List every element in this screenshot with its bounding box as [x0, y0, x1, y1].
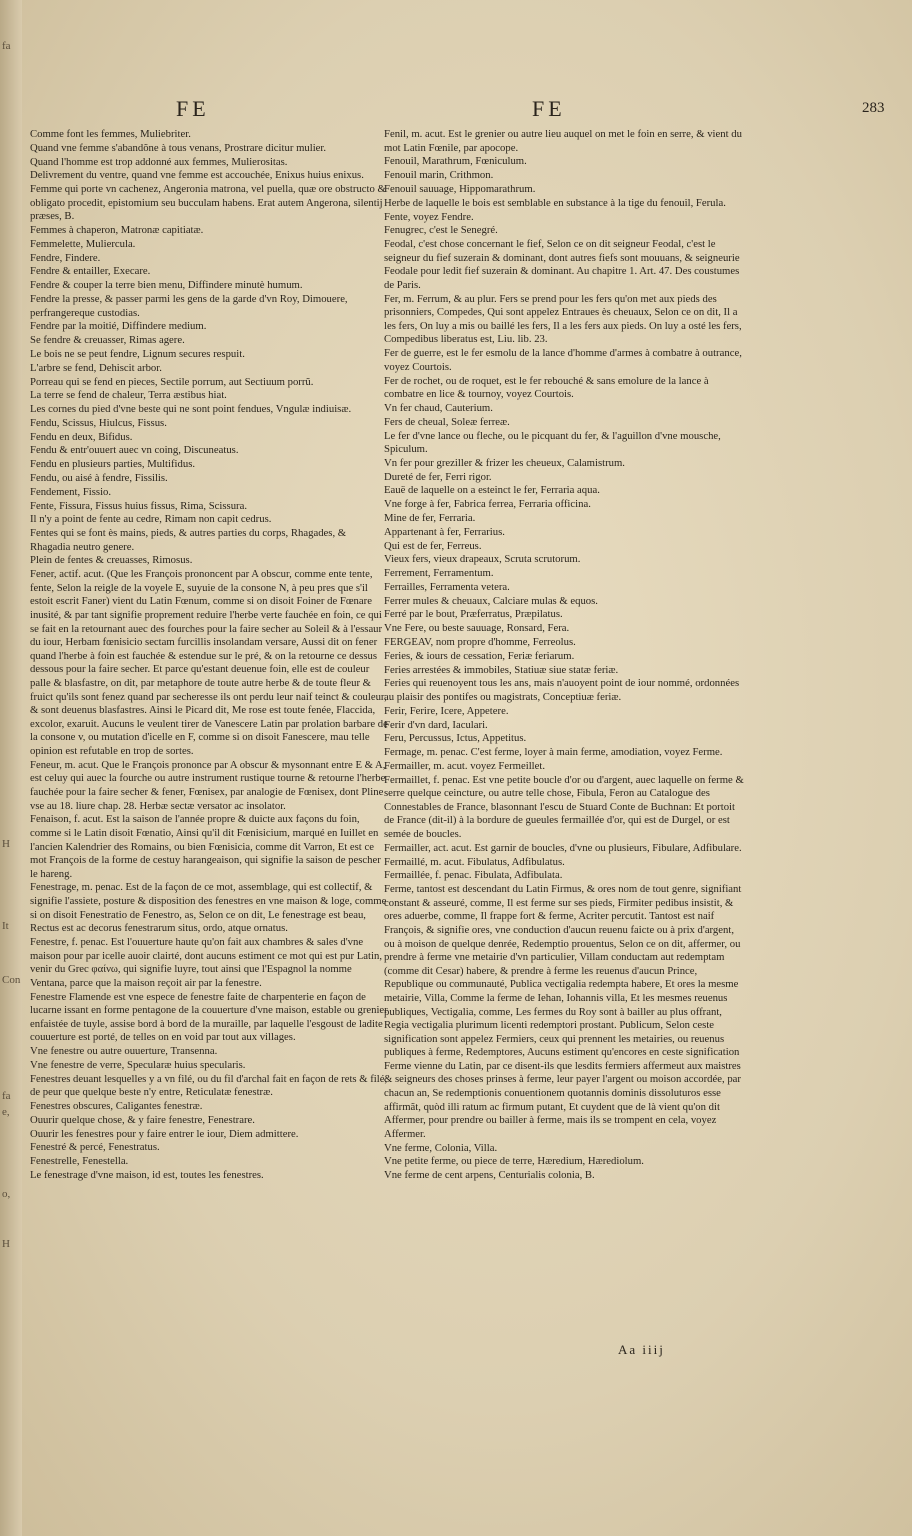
dictionary-entry: Fenestrelle, Fenestella. — [30, 1155, 129, 1168]
dictionary-entry: Fenouil marin, Crithmon. — [384, 169, 494, 182]
dictionary-entry: Vne forge à fer, Fabrica ferrea, Ferraria officina. — [384, 498, 591, 511]
dictionary-entry: Ferré par le bout, Præferratus, Præpilatus. — [384, 608, 563, 621]
page-number: 283 — [862, 100, 885, 116]
dictionary-entry: Fermaillé, m. acut. Fibulatus, Adfibulatus. — [384, 855, 565, 868]
dictionary-entry: Ferrailles, Ferramenta vetera. — [384, 580, 510, 593]
left-column — [30, 128, 388, 1183]
dictionary-entry: Fendu & entr'ouuert auec vn coing, Discuneatus. — [30, 444, 239, 457]
dictionary-entry: Fenestres deuant lesquelles y a vn filé, ou du fil d'archal fait en façon de rets & filé, de peur que quelque beste n'y entre, Reticulatæ fenestræ. — [30, 1072, 388, 1099]
dictionary-entry: Fenugrec, c'est le Senegré. — [384, 224, 498, 237]
dictionary-entry: Herbe de laquelle le bois est semblable en substance à la tige du fenouil, Ferula. — [384, 196, 726, 209]
dictionary-entry: Fermailler, m. acut. voyez Fermeillet. — [384, 759, 546, 772]
dictionary-entry: Fenestré & percé, Fenestratus. — [30, 1141, 160, 1154]
dictionary-entry: L'arbre se fend, Dehiscit arbor. — [30, 361, 162, 374]
dictionary-entry: Qui est de fer, Ferreus. — [384, 539, 482, 552]
dictionary-entry: Fermaillet, f. penac. Est vne petite boucle d'or ou d'argent, auec laquelle on ferme & serre quelque ceincture, ou autre telle chose, Fibula, Feron au Catalogue des Connestables de France, blasonnant l'escu de Stuard Conte de Buchnan: Et portoit de France (dit-il) à la bordure de gueules fermaillée d'or, qui est de Durgel, or est semée de boucles. — [384, 773, 744, 841]
dictionary-entry: Fenestre Flamende est vne espece de fenestre faite de charpenterie en façon de lucarne issant en forme pentagone de la couuerture d'vne maison, estable ou grenier enfaistée de tuyle, assise bord à bord de la muraille, par laquelle l'esgoust de ladite couuerture est porté, de telles on en void par tout aux villages. — [30, 990, 388, 1044]
dictionary-entry: Les cornes du pied d'vne beste qui ne sont point fendues, Vngulæ indiuisæ. — [30, 403, 352, 416]
dictionary-entry: Se fendre & creuasser, Rimas agere. — [30, 334, 185, 347]
dictionary-entry: Fentes qui se font ès mains, pieds, & autres parties du corps, Rhagades, & Rhagadia neutro genere. — [30, 527, 347, 553]
dictionary-entry: Fenestres obscures, Caligantes fenestræ. — [30, 1100, 203, 1113]
dictionary-entry: Appartenant à fer, Ferrarius. — [384, 525, 505, 538]
margin-fragment: It — [2, 920, 9, 932]
dictionary-entry: Fermaillée, f. penac. Fibulata, Adfibulata. — [384, 869, 563, 882]
dictionary-entry: Ferir d'vn dard, Iaculari. — [384, 718, 488, 731]
dictionary-entry: Fenil, m. acut. Est le grenier ou autre lieu auquel on met le foin en serre, & vient du mot Latin Fœnile, par apocope. — [384, 128, 742, 154]
dictionary-entry: Plein de fentes & creuasses, Rimosus. — [30, 554, 193, 567]
dictionary-entry: Fer de guerre, est le fer esmolu de la lance d'homme d'armes à combatre à outrance, voyez Courtois. — [384, 347, 742, 373]
dictionary-entry: Vieux fers, vieux drapeaux, Scruta scrutorum. — [384, 553, 581, 566]
dictionary-entry: Fener, actif. acut. (Que les François prononcent par A obscur, comme ente tente, fente, Selon la reigle de la voyele E, suyuie de la consone N, à peu pres que s'il estoit escrit Faner) vient du Latin Fœnum, comme si on disoit Foiner de Fœnare inusité, & par tant signifie proprement reduire l'herbe verte fauchée en foin, ce qui se fait en la retournant auec des fourches pour la faire secher au Soleil & à l'essaur du iour, Herbam fœnisicio sectam furcillis insolandam versare, Aussi dit on fener quand l'herbe à foin est fauchée & estendue sur le pré, & on la retourne ce dessus dessous pour la faire secher. Et parce qu'estant deuenue foin, elle est de couleur palle & blasfastre, on dit, par metaphore de toute autre herbe & de toute fleur & fruict qu'ils sont fenez quand par secheresse ils ont perdu leur naif teinct & couleur, & sont deuenus blasfastres. Ainsi le Picard dit, Me rose est toute fenée, Flaccida, excolor, exaruit. Aucuns le veulent tirer de Vanescere Latin par prolation barbare de la consone v, ou mutation d'icelle en F, comme si on disoit Fanescere, mau telle opinion est refutable en trop de sortes. — [30, 568, 388, 757]
dictionary-entry: Le bois ne se peut fendre, Lignum secures respuit. — [30, 347, 245, 360]
margin-fragment: fa — [2, 1090, 11, 1102]
dictionary-entry: Fenestrage, m. penac. Est de la façon de ce mot, assemblage, qui est collectif, & signifie l'assiete, posture & disposition des fenestres en vne maison & loge, comme si on disoit Fenestratio de Fenestro, as, Selon ce on dit, Le fenestrage est beau, Rectus est ac decorus fenestrarum situs, ordo, atque ornatus. — [30, 881, 387, 935]
dictionary-entry: Femme qui porte vn cachenez, Angeronia matrona, vel puella, quæ ore obstructo & obligato procedit, epistomium seu bucculam habens. Erat autem Angerona, silentij præses, B. — [30, 183, 386, 223]
dictionary-entry: Feries, & iours de cessation, Feriæ feriarum. — [384, 649, 575, 662]
dictionary-entry: Vne Fere, ou beste sauuage, Ronsard, Fera. — [384, 622, 570, 635]
dictionary-entry: Comme font les femmes, Muliebriter. — [30, 128, 191, 140]
dictionary-entry: Fenouil, Marathrum, Fœniculum. — [384, 155, 527, 168]
dictionary-entry: Fendu, ou aisé à fendre, Fissilis. — [30, 471, 168, 484]
running-head-left: FE — [176, 96, 210, 121]
margin-fragment: o, — [2, 1188, 11, 1200]
dictionary-entry: Femmes à chaperon, Matronæ capitiatæ. — [30, 224, 204, 237]
dictionary-entry: Fendre la presse, & passer parmi les gens de la garde d'vn Roy, Dimouere, perfrangereque custodias. — [30, 293, 348, 319]
dictionary-entry: Fendement, Fissio. — [30, 485, 112, 498]
dictionary-entry: Dureté de fer, Ferri rigor. — [384, 470, 492, 483]
dictionary-entry: Ferrement, Ferramentum. — [384, 567, 494, 580]
dictionary-entry: Fente, voyez Fendre. — [384, 210, 474, 223]
dictionary-entry: Vne ferme, Colonia, Villa. — [384, 1141, 498, 1154]
dictionary-entry: Ferrer mules & cheuaux, Calciare mulas & equos. — [384, 594, 598, 607]
dictionary-entry: Feodal, c'est chose concernant le fief, Selon ce on dit seigneur Feodal, c'est le seigneur du fief suzerain & dominant, dont autres fiefs sont mouuans, & seigneurie Feodale pour ledit fief suzerain & dominant. Au chapitre 1. Art. 47. Des coustumes de Paris. — [384, 238, 740, 291]
dictionary-entry: Ferme, tantost est descendant du Latin Firmus, & ores nom de tout genre, signifiant constant & asseuré, comme, Il est ferme sur ses pieds, Firmiter pedibus insistit, & ores aduerbe, comme, Il frappe fort & ferme, Acriter percutit. Tantost est naif François, & signifie ores, vne conduction d'aucun reuenu faicte ou à prix d'argent, ou à moison de quelque denrée, Redemptio prouentus, Selon ce on dit, affermer, ou prendre à ferme vne metairie d'vn particulier, Villam conductam aut redemptam (comme dit Cesar) habere, & prendre à ferme les reuenus d'aucun Prince, Republique ou communauté, Publica vectigalia redempta habere, Et ores la mesme metairie, Villa, Comme la ferme de Iehan, Iohannis villa, Et les mesmes reuenus publiques, Vectigalia, comme, Les fermes du Roy sont à bailler au plus offrant, Regia vectigalia plurimum licenti redemptori prostant. Publicum, Selon ceste signification sont appelez Fermiers, ceux qui prennent les metairies, ou reuenus publiques à ferme, Redemptores, Aucuns estiment qu'encores en ceste signification Ferme vienne du Latin, par ce disent-ils que lesdits fermiers affermeut aux maistres & seigneurs des choses prinses à ferme, leur payer l'argent ou moison accordée, par chacun an, Se redemptionis conuentionem quotannis dominis dissoluturos esse affirmãt, quòd illi ratum ac firmum putant, Et cuydent que de là vient qu'on dit Affermer, pour prendre ou bailler à ferme, mais ils se trompent en cela, voyez Affermer. — [384, 883, 742, 1140]
dictionary-entry: Le fenestrage d'vne maison, id est, toutes les fenestres. — [30, 1169, 264, 1181]
margin-fragment: fa — [2, 40, 11, 52]
dictionary-entry: Il n'y a point de fente au cedre, Rimam non capit cedrus. — [30, 513, 272, 526]
dictionary-entry: Fermailler, act. acut. Est garnir de boucles, d'vne ou plusieurs, Fibulare, Adfibulare. — [384, 841, 742, 854]
running-head-right: FE — [532, 96, 566, 121]
margin-fragment: H — [2, 838, 10, 850]
dictionary-entry: Fendu en deux, Bifidus. — [30, 430, 133, 443]
dictionary-entry: Quand vne femme s'abandõne à tous venans, Prostrare dicitur mulier. — [30, 141, 327, 154]
dictionary-entry: Fer, m. Ferrum, & au plur. Fers se prend pour les fers qu'on met aux pieds des prisonniers, Compedes, Qui sont appelez Entraues ès cheuaux, Selon ce on dit, Il a les fers, On luy a mis ou baillé les fers, Il a les fers aux pieds. On luy a osté les fers, Compedibus liberatus est, Liu. lib. 23. — [384, 292, 742, 346]
dictionary-entry: Vne fenestre de verre, Specularæ huius specularis. — [30, 1058, 246, 1071]
dictionary-entry: Fenaison, f. acut. Est la saison de l'année propre & duicte aux façons du foin, comme si le Latin disoit Fœnatio, Ainsi qu'il dit Fœnisicium, marqué en Iuillet en l'ancien Kalendrier des Romains, ou bien Fœnisicia, comme dit Varron, Et est ce mot François de la forme de cestuy harangeaison, qui signifie la saison de pescher le hareng. — [30, 813, 381, 880]
dictionary-entry: Vne ferme de cent arpens, Centurialis colonia, B. — [384, 1169, 595, 1182]
dictionary-entry: Fermage, m. penac. C'est ferme, loyer à main ferme, amodiation, voyez Ferme. — [384, 746, 723, 759]
margin-fragment: e, — [2, 1106, 10, 1118]
dictionary-entry: Ferir, Ferire, Icere, Appetere. — [384, 704, 509, 717]
dictionary-entry: Le fer d'vne lance ou fleche, ou le picquant du fer, & l'aguillon d'vne mousche, Spiculum. — [384, 429, 721, 456]
dictionary-entry: Fers de cheual, Soleæ ferreæ. — [384, 415, 510, 428]
binding-gutter — [0, 0, 22, 1536]
dictionary-entry: Fenestre, f. penac. Est l'ouuerture haute qu'on fait aux chambres & sales d'vne maison pour par icelle auoir clairté, dont aucuns estiment ce mot qui est pur Latin, venir du Grec φαίνω, qui signifie luyre, tout ainsi que l'Espagnol la nomme Ventana, parce que la maison reçoit air par la fenestre. — [30, 936, 382, 989]
margin-fragment: Con — [2, 974, 21, 986]
dictionary-entry: Femmelette, Muliercula. — [30, 237, 136, 250]
dictionary-entry: Feru, Percussus, Ictus, Appetitus. — [384, 732, 527, 745]
dictionary-entry: Fer de rochet, ou de roquet, est le fer rebouché & sans emolure de la lance à combatre en lice & tournoy, voyez Courtois. — [384, 374, 709, 401]
dictionary-entry: Fendre, Findere. — [30, 251, 101, 264]
right-column — [384, 128, 746, 1183]
dictionary-entry: Eauë de laquelle on a esteinct le fer, Ferraria aqua. — [384, 484, 600, 497]
dictionary-entry: Vn fer pour greziller & frizer les cheueux, Calamistrum. — [384, 456, 625, 469]
dictionary-entry: Fendre par la moitié, Diffindere medium. — [30, 320, 207, 333]
dictionary-entry: Fendre & entailler, Execare. — [30, 265, 151, 278]
dictionary-entry: Fendu en plusieurs parties, Multifidus. — [30, 458, 196, 471]
dictionary-entry: Vne fenestre ou autre ouuerture, Transenna. — [30, 1045, 218, 1058]
dictionary-entry: Feries arrestées & immobiles, Statiuæ siue statæ feriæ. — [384, 663, 619, 676]
dictionary-entry: Fendu, Scissus, Hiulcus, Fissus. — [30, 416, 167, 429]
dictionary-entry: Ouurir quelque chose, & y faire fenestre, Fenestrare. — [30, 1113, 255, 1126]
signature-mark: Aa iiij — [618, 1342, 665, 1357]
dictionary-entry: Ouurir les fenestres pour y faire entrer le iour, Diem admittere. — [30, 1127, 299, 1140]
dictionary-entry: Quand l'homme est trop addonné aux femmes, Mulierositas. — [30, 155, 288, 168]
dictionary-entry: Delivrement du ventre, quand vne femme est accouchée, Enixus huius enixus. — [30, 169, 364, 182]
dictionary-entry: La terre se fend de chaleur, Terra æstibus hiat. — [30, 389, 227, 402]
dictionary-entry: Feries qui reuenoyent tous les ans, mais n'auoyent point de iour nommé, ordonnées au plaisir des pontifes ou magistrats, Conceptiuæ feriæ. — [384, 677, 740, 703]
dictionary-entry: Fenouil sauuage, Hippomarathrum. — [384, 182, 536, 195]
margin-fragment: H — [2, 1238, 10, 1250]
dictionary-entry: Vn fer chaud, Cauterium. — [384, 401, 493, 414]
dictionary-entry: Mine de fer, Ferraria. — [384, 512, 476, 524]
dictionary-entry: Fendre & couper la terre bien menu, Diffindere minutè humum. — [30, 279, 303, 292]
dictionary-entry: Feneur, m. acut. Que le François prononce par A obscur & mysonnant entre E & A, est celuy qui auec la fourche ou autre instrument rustique tourne & retourne l'herbe fauchée pour la faire secher & fener, Fœnisex, par analogie de Fœnisex, dont Pline vse au 18. liure chap. 28. Herbæ sectæ versator ac insolator. — [30, 758, 386, 812]
dictionary-entry: FERGEAV, nom propre d'homme, Ferreolus. — [384, 636, 576, 649]
dictionary-entry: Vne petite ferme, ou piece de terre, Hæredium, Hærediolum. — [384, 1155, 644, 1168]
dictionary-entry: Porreau qui se fend en pieces, Sectile porrum, aut Sectiuum porrũ. — [30, 375, 314, 388]
dictionary-entry: Fente, Fissura, Fissus huius fissus, Rima, Scissura. — [30, 499, 248, 512]
